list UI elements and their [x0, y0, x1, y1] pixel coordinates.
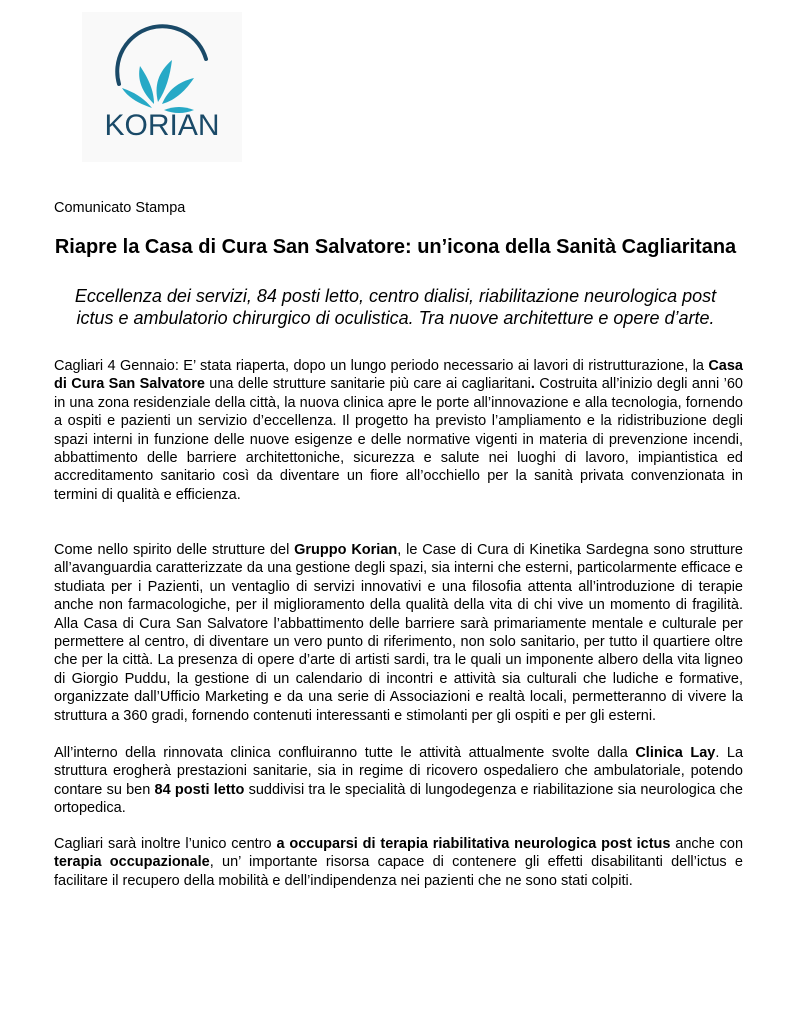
- text-run: Cagliari sarà inoltre l’unico centro: [54, 836, 277, 852]
- text-run: Cagliari 4 Gennaio: E’ stata riaperta, dopo un lungo periodo necessario ai lavori di ristrutturazione, la: [54, 358, 709, 374]
- text-run: All’interno della rinnovata clinica confluiranno tutte le attività attualmente svolte dalla: [54, 745, 636, 761]
- bold-text: 84 posti letto: [154, 781, 245, 798]
- bold-text: a occuparsi di terapia riabilitativa neurologica post ictus: [276, 836, 671, 852]
- text-run: una delle strutture sanitarie più care ai cagliaritani: [204, 376, 531, 393]
- document-label: Comunicato Stampa: [54, 200, 186, 216]
- page-subtitle: Eccellenza dei servizi, 84 posti letto, centro dialisi, riabilitazione neurologica post ictus e ambulatorio chirurgico di oculistica. Tra nuove architetture e opere d’arte.: [74, 286, 717, 328]
- bold-text: .: [530, 376, 535, 393]
- body-paragraph: [54, 541, 743, 725]
- bold-text: terapia occupazionale: [54, 854, 210, 871]
- bold-text: Clinica Lay: [635, 745, 716, 761]
- korian-logo-icon: [82, 12, 242, 162]
- bold-text: Gruppo Korian: [294, 542, 398, 558]
- korian-logo: [82, 12, 242, 162]
- text-run: anche con: [670, 836, 744, 852]
- page-title: Riapre la Casa di Cura San Salvatore: un’icona della Sanità Cagliaritana: [54, 236, 737, 258]
- logo-wordmark: KORIAN: [104, 109, 220, 142]
- bold-text: Casa di Cura San Salvatore: [54, 358, 743, 393]
- text-run: Costruita all’inizio degli anni ’60 in una zona residenziale della città, la nuova clinica apre le porte all’innovazione e alla tecnologia, fornendo a ospiti e pazienti un servizio d’eccellenza. Il progetto ha previsto l’ampliamento e la ridistribuzione degli spazi interni in funzione delle nuove esigenze e delle normative vigenti in materia di prevenzione incendi, abbattimento delle barriere architettoniche, sicurezza e salute nei luoghi di lavoro, impiantistica ed accreditamento sanitario così da diventare un fiore all’occhiello per la sanità privata convenzionata in termini di qualità e efficienza.: [54, 376, 743, 503]
- text-run: , un’ importante risorsa capace di contenere gli effetti disabilitanti dell’ictus e facilitare il recupero della mobilità e dell’indipendenza nei pazienti che ne sono stati colpiti.: [54, 854, 743, 889]
- text-run: , le Case di Cura di Kinetika Sardegna sono strutture all’avanguardia caratterizzate da una gestione degli spazi, sia interni che esterni, particolarmente efficace e studiata per i Pazienti, un ventaglio di servizi innovativi e una filosofia attenta all’introduzione di terapie anche non farmacologiche, per il miglioramento della qualità della vita di chi vive un momento di fragilità. Alla Casa di Cura San Salvatore l’abbattimento delle barriere sarà primariamente mentale e culturale per permettere al centro, di diventare un vero punto di riferimento, non solo sanitario, per tutto il quartiere oltre che per la città. La presenza di opere d’arte di artisti sardi, tra le quali un imponente albero della vita ligneo di Giorgio Puddu, la gestione di un calendario di incontri e attività sia culturali che ludiche e formative, organizzate dall’Ufficio Marketing e da una serie di Associazioni e realtà locali, permetteranno di vivere la struttura a 360 gradi, fornendo contenuti interessanti e stimolanti per gli ospiti e per gli esterni.: [54, 542, 743, 724]
- body-paragraph: [54, 744, 743, 818]
- text-run: suddivisi tra le specialità di lungodegenza e riabilitazione sia neurologica che ortopedica.: [54, 781, 743, 817]
- body-paragraph: [54, 835, 743, 890]
- body-paragraph: [54, 357, 743, 504]
- text-run: . La struttura erogherà prestazioni sanitarie, sia in regime di ricovero ospedaliero che ambulatoriale, potendo contare su ben: [54, 745, 744, 798]
- text-run: Come nello spirito delle strutture del: [54, 542, 295, 558]
